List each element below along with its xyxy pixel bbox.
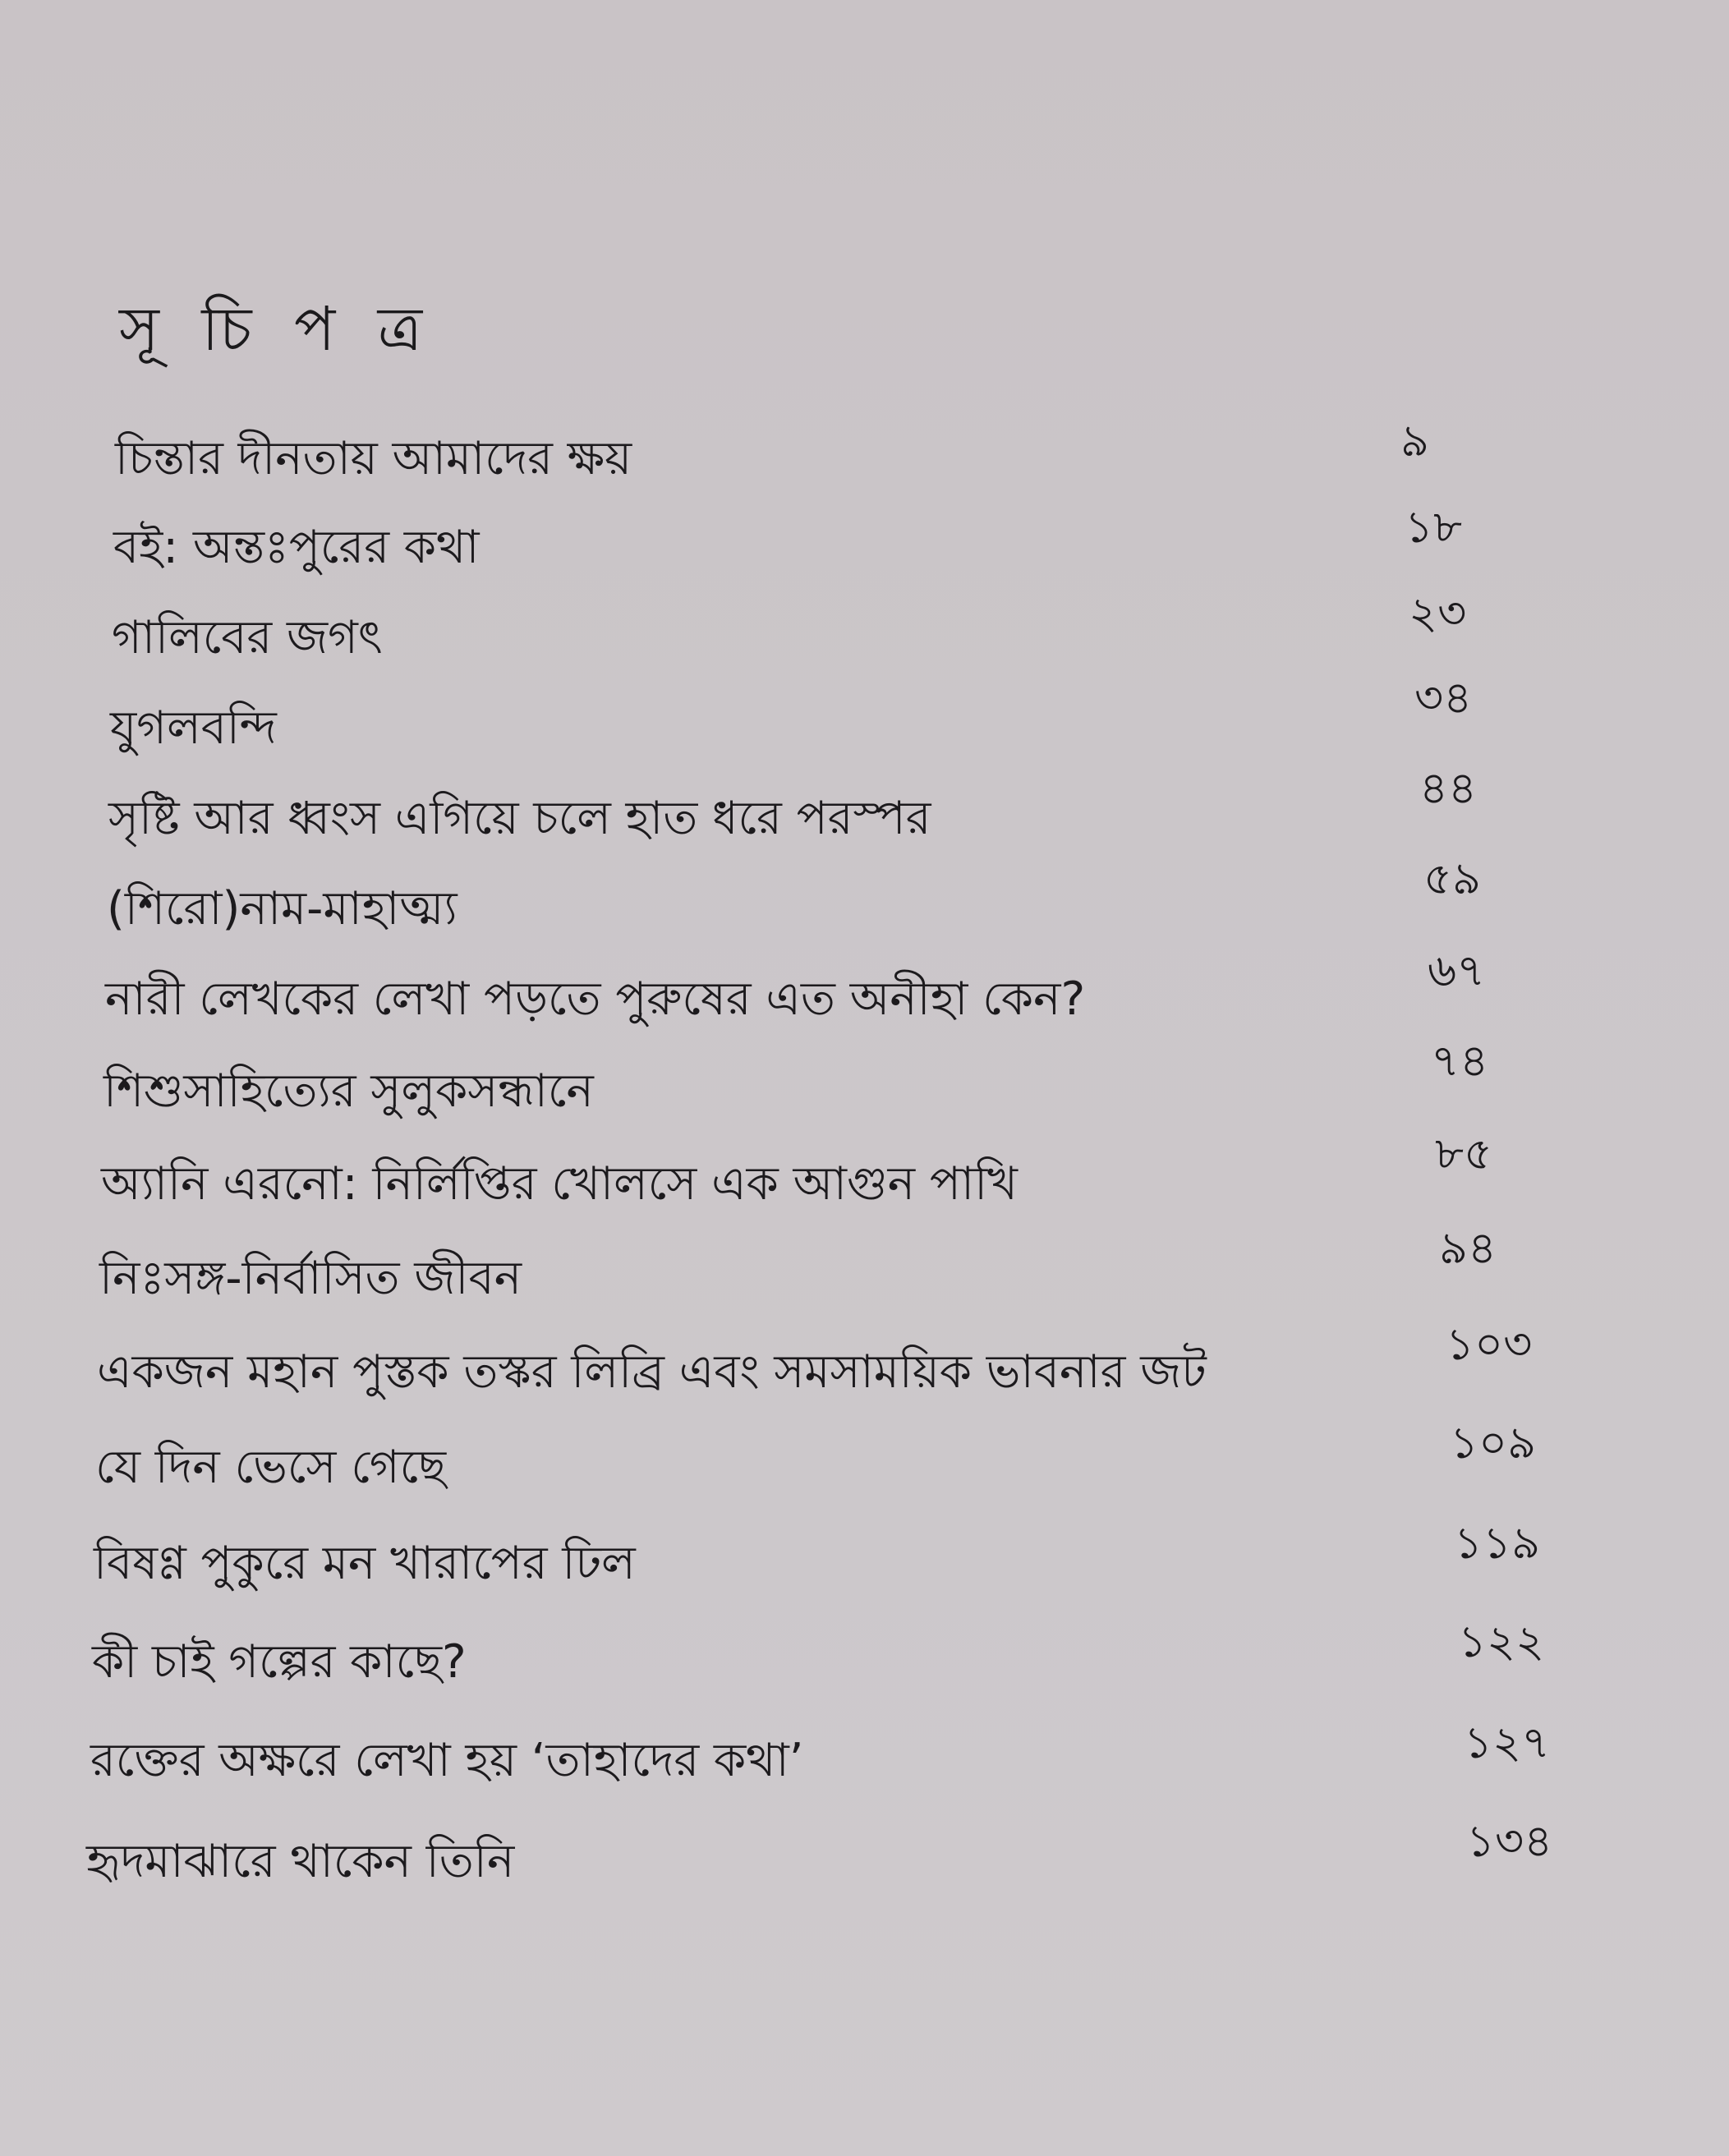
toc-entry-title: কী চাই গল্পের কাছে? <box>92 1635 467 1689</box>
toc-entry-page: ৯৪ <box>1439 1222 1497 1274</box>
toc-entry-title: বই: অন্তঃপুরের কথা <box>113 521 480 575</box>
toc-entry-title: যুগলবন্দি <box>110 701 277 756</box>
toc-entry-page: ২৩ <box>1409 587 1467 639</box>
toc-entry-title: যে দিন ভেসে গেছে <box>95 1441 447 1495</box>
toc-entry-title: (শিরো)নাম-মাহাত্ম্য <box>107 882 458 936</box>
toc-entry-title: একজন মহান পুস্তক তস্কর লিব্রি এবং সমসাময়িক ভাবনার জট <box>97 1345 1207 1400</box>
toc-entry-page: ৫৯ <box>1423 853 1482 904</box>
toc-entry-title: গালিবের জগৎ <box>112 611 383 665</box>
toc-entry-title: হৃদমাঝারে থাকেন তিনি <box>86 1835 515 1889</box>
toc-entry-title: নারী লেখকের লেখা পড়তে পুরুষের এত অনীহা কেন? <box>105 972 1086 1027</box>
page-title: সূ চি প ত্র <box>119 294 435 365</box>
toc-entry-page: ৮৫ <box>1435 1128 1493 1179</box>
toc-entry-title: নিঃসঙ্গ-নির্বাসিত জীবন <box>99 1252 522 1306</box>
toc-entry-page: ৩৪ <box>1414 672 1473 724</box>
toc-entry-title: রক্তের অক্ষরে লেখা হয় ‘তাহাদের কথা’ <box>90 1734 804 1788</box>
toc-entry-page: ১১৯ <box>1454 1517 1541 1569</box>
toc-entry-page: ১৩৪ <box>1466 1815 1553 1867</box>
toc-entry-page: ১২৭ <box>1464 1717 1551 1768</box>
toc-entry-page: ৯ <box>1400 415 1430 467</box>
toc-entry-title: অ্যানি এরনো: নির্লিপ্তির খোলসে এক আগুন পাখি <box>101 1157 1018 1211</box>
toc-entry-title: শিশুসাহিত্যের সুলুকসন্ধানে <box>103 1064 594 1119</box>
toc-entry-page: ১০৩ <box>1446 1318 1533 1370</box>
toc-entry-page: ১০৯ <box>1450 1417 1537 1469</box>
toc-entry-page: ৬৭ <box>1428 945 1486 996</box>
toc-entry-page: ৭৪ <box>1431 1035 1489 1087</box>
toc-entry-title: বিষণ্ণ পুকুরে মন খারাপের ঢিল <box>94 1537 636 1591</box>
toc-entry-page: ১৮ <box>1405 501 1463 553</box>
toc-entry-title: চিন্তার দীনতায় আমাদের ক্ষয় <box>115 432 632 486</box>
toc-entry-page: ৪৪ <box>1419 762 1478 814</box>
toc-entry-title: সৃষ্টি আর ধ্বংস এগিয়ে চলে হাত ধরে পরস্পর <box>108 792 931 846</box>
toc-entry-page: ১২২ <box>1458 1616 1545 1667</box>
